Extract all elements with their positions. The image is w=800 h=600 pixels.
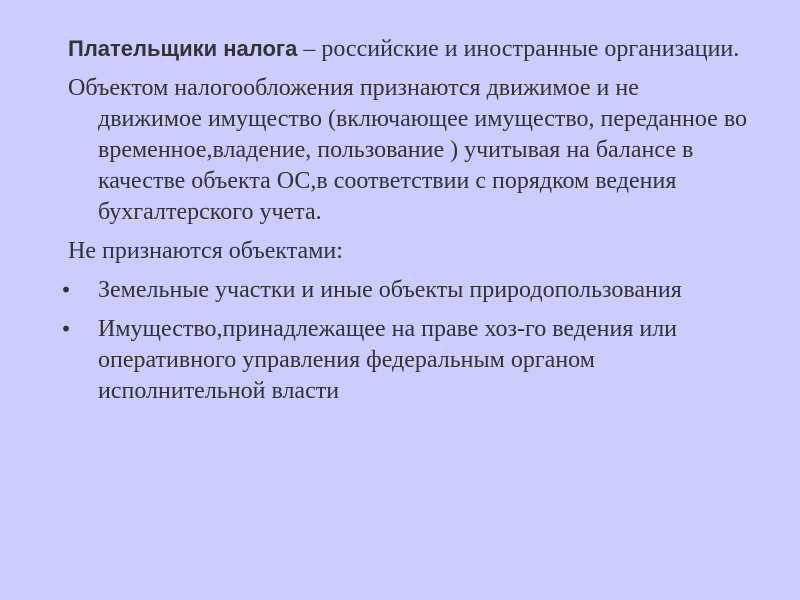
taxpayers-heading: Плательщики налога [68, 36, 298, 61]
list-item [56, 314, 736, 407]
not-objects-heading: Не признаются объектами: [68, 238, 343, 264]
list-item-text: Земельные участки и иные объекты природопользования [98, 277, 682, 303]
taxpayers-paragraph [68, 33, 748, 65]
taxpayers-text: – российские и иностранные организации. [297, 36, 740, 62]
list-item [56, 275, 736, 306]
bullet-icon: • [60, 317, 72, 341]
bullet-icon: • [60, 278, 72, 302]
list-item-text: Имущество,принадлежащее на праве хоз-го ведения или оперативного управления федеральным органом исполнительной власти [98, 316, 678, 404]
exclusions-list [56, 275, 736, 407]
tax-object-paragraph: Объектом налогообложения признаются движимое и не движимое имущество (включающее имущество, переданное во временное,владение, пользование ) учитывая на балансе в качестве объекта ОС,в соответствии с порядком ведения бухгалтерского учета. [68, 75, 747, 225]
slide-body [60, 33, 748, 415]
